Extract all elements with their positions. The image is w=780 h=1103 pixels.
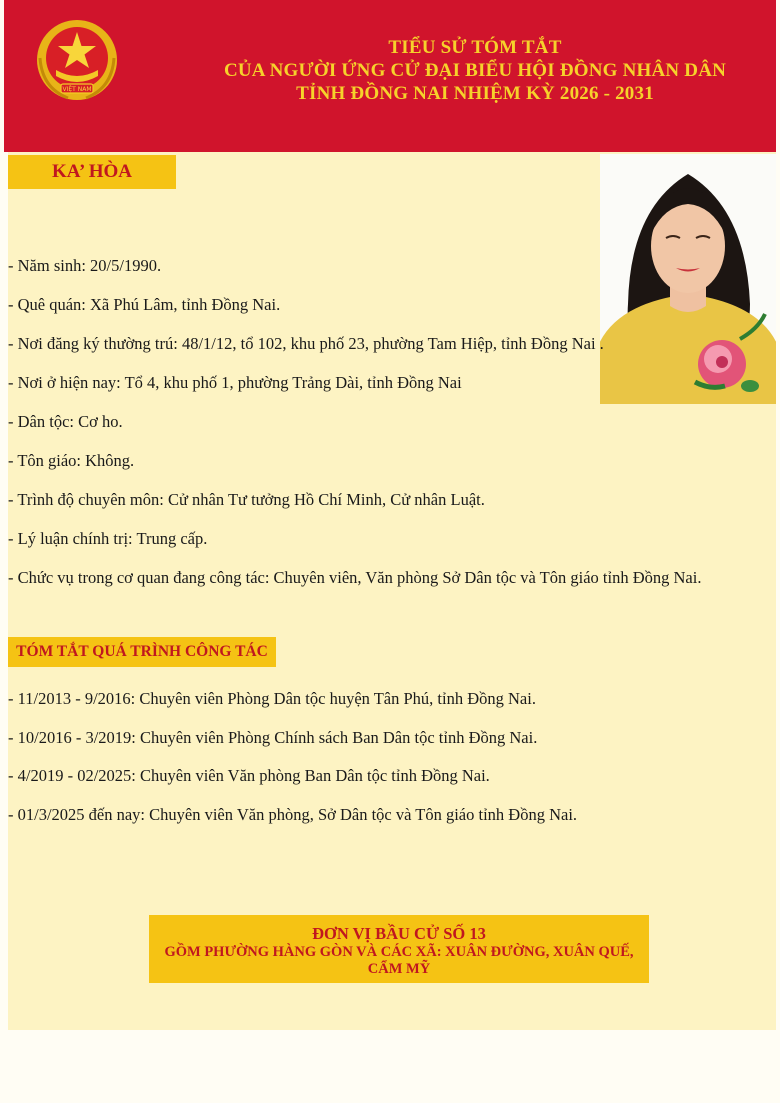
- info-hometown: - Quê quán: Xã Phú Lâm, tỉnh Đồng Nai.: [8, 295, 281, 314]
- emblem-text: VIỆT NAM: [62, 86, 92, 93]
- electoral-unit-box: [149, 915, 649, 983]
- title-line-2: CỦA NGƯỜI ỨNG CỬ ĐẠI BIỂU HỘI ĐỒNG NHÂN DÂN: [223, 60, 727, 81]
- candidate-name: KA’ HÒA: [8, 155, 176, 189]
- info-current-address: - Nơi ở hiện nay: Tổ 4, khu phố 1, phường Trảng Dài, tỉnh Đồng Nai: [8, 373, 462, 392]
- work-history-title: TÓM TẮT QUÁ TRÌNH CÔNG TÁC: [8, 637, 276, 667]
- candidate-photo: [600, 154, 776, 404]
- info-religion: - Tôn giáo: Không.: [8, 451, 135, 470]
- personal-info-list: [8, 256, 702, 607]
- title-line-1: TIỂU SỬ TÓM TẮT: [388, 37, 562, 58]
- work-item: - 11/2013 - 9/2016: Chuyên viên Phòng Dân tộc huyện Tân Phú, tỉnh Đồng Nai.: [8, 689, 536, 708]
- vietnam-national-emblem-icon: [34, 18, 120, 106]
- electoral-unit-areas: GỒM PHƯỜNG HÀNG GÒN VÀ CÁC XÃ: XUÂN ĐƯỜNG, XUÂN QUẾ, CẨM MỸ: [164, 944, 634, 977]
- work-item: - 4/2019 - 02/2025: Chuyên viên Văn phòng Ban Dân tộc tỉnh Đồng Nai.: [8, 766, 490, 785]
- info-qualification: - Trình độ chuyên môn: Cử nhân Tư tưởng Hồ Chí Minh, Cử nhân Luật.: [8, 490, 485, 509]
- candidate-portrait-icon: [600, 154, 776, 404]
- work-history-list: [8, 689, 768, 843]
- info-birth: - Năm sinh: 20/5/1990.: [8, 256, 162, 275]
- page-title: [150, 36, 780, 105]
- work-item: - 10/2016 - 3/2019: Chuyên viên Phòng Chính sách Ban Dân tộc tỉnh Đồng Nai.: [8, 727, 538, 747]
- electoral-unit-number: ĐƠN VỊ BẦU CỬ SỐ 13: [312, 924, 486, 943]
- title-line-3: TỈNH ĐỒNG NAI NHIỆM KỲ 2026 - 2031: [296, 83, 654, 104]
- info-position: - Chức vụ trong cơ quan đang công tác: Chuyên viên, Văn phòng Sở Dân tộc và Tôn giáo tỉnh Đồng Nai.: [8, 568, 702, 587]
- info-political-theory: - Lý luận chính trị: Trung cấp.: [8, 529, 208, 548]
- info-ethnicity: - Dân tộc: Cơ ho.: [8, 412, 123, 431]
- work-item: - 01/3/2025 đến nay: Chuyên viên Văn phòng, Sở Dân tộc và Tôn giáo tỉnh Đồng Nai.: [8, 804, 578, 824]
- info-permanent-address: - Nơi đăng ký thường trú: 48/1/12, tổ 102, khu phố 23, phường Tam Hiệp, tỉnh Đồng Nai .: [8, 334, 604, 353]
